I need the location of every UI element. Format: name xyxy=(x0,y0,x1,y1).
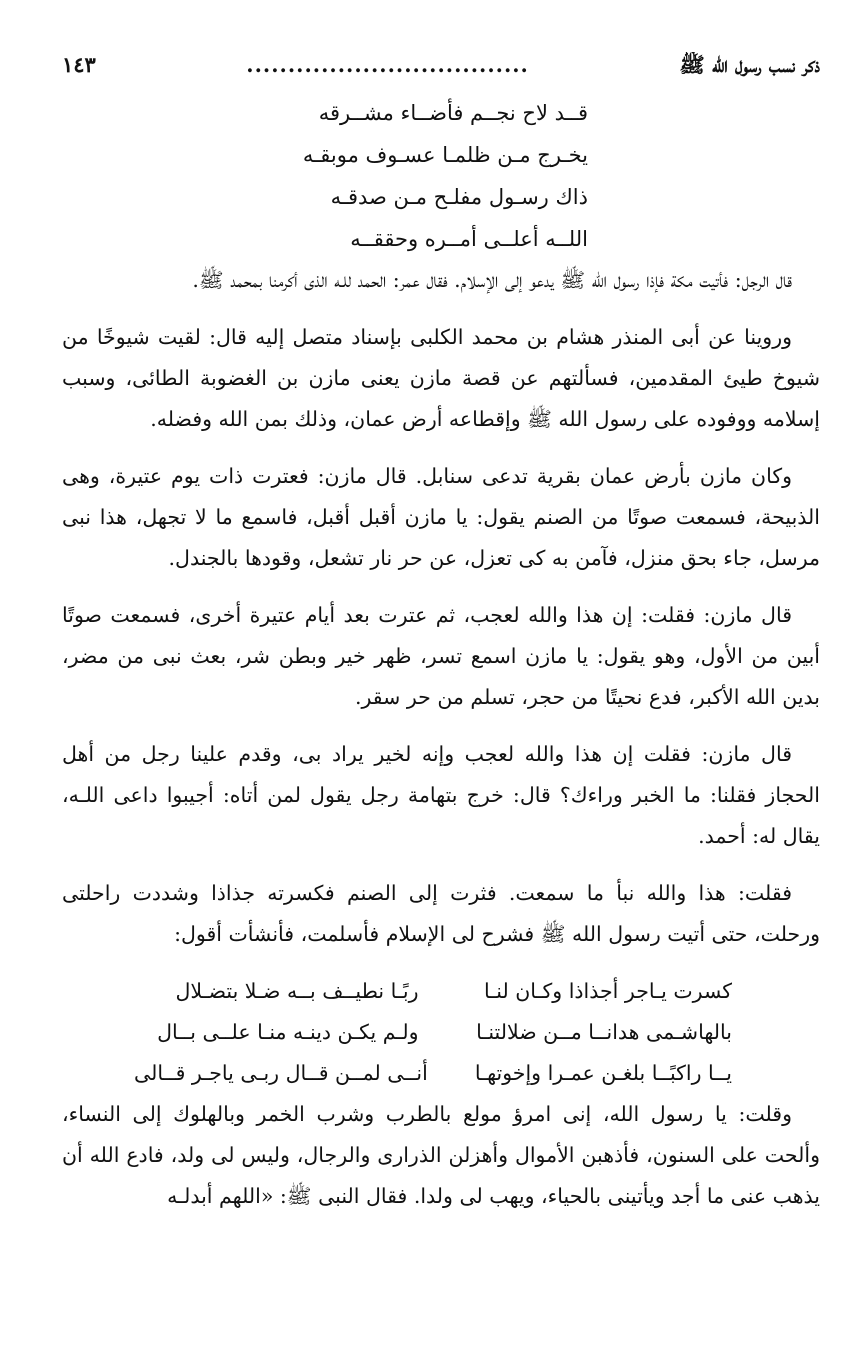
verse-block-pairs xyxy=(134,971,732,1094)
running-header xyxy=(62,52,820,92)
header-title: ذكر نسب رسول الله ﷺ xyxy=(679,52,820,77)
verse-hemistich-second: أنــى لمــن قــال ربـى ياجـر قــالى xyxy=(134,1061,428,1085)
verse-line: قــد لاح نجــم فأضــاء مشــرقه xyxy=(318,101,588,125)
verse-line: ذاك رسـول مفلـح مـن صدقـه xyxy=(330,185,588,209)
paragraph: وكان مازن بأرض عمان بقرية تدعى سنابل. قال مازن: فعترت ذات يوم عتيرة، وهى الذبيحة، فسمعت صوتًا من الصنم يقول: يا مازن أقبل أقبل، فاسمع ما لا تجهل، هذا نبى مرسل، جاء بحق منزل، فآمن به كى تعزل، عن حر نار تشعل، وقودها بالجندل. xyxy=(62,464,820,570)
paragraph-last: وقلت: يا رسول الله، إنى امرؤ مولع بالطرب وشرب الخمر وبالهلوك إلى النساء، وألحت على السنون، فأذهبن الأموال وأهزلن الذرارى والرجال، وليس لى ولد، فادع الله أن يذهب عنى ما أجد ويأتينى بالحياء، ويهب لى ولدا. فقال النبى ﷺ: «اللهم أبدلـه xyxy=(62,1102,820,1208)
verse-pair xyxy=(134,1053,732,1094)
verse-hemistich-second: ربًـا نطيــف بــه ضـلا بتضـلال xyxy=(175,979,419,1003)
verse-pair xyxy=(134,971,732,1012)
paragraph: قال الرجل: فأتيت مكة فإذا رسول الله ﷺ يدعو إلى الإسلام. فقال عمر: الحمد للـه الذى أكرمنا بمحمد ﷺ. xyxy=(192,268,792,292)
verse-hemistich-first: كسرت يـاجر أجذاذا وكـان لنـا xyxy=(484,979,732,1003)
verse-line: يخـرج مـن ظلمـا عسـوف موبقـه xyxy=(302,143,588,167)
verse-line: اللــه أعلــى أمــره وحققــه xyxy=(350,227,588,251)
paragraph: قال مازن: فقلت إن هذا والله لعجب وإنه لخير يراد بى، وقدم علينا رجل من أهل الحجاز فقلنا: ما الخبر وراءك؟ قال: خرج بتهامة رجل يقول لمن أتاه: أجيبوا داعى اللـه، يقال له: أحمد. xyxy=(62,742,820,848)
verse-hemistich-second: ولـم يكـن دينـه منـا علــى بــال xyxy=(157,1020,419,1044)
paragraph: قال مازن: فقلت: إن هذا والله لعجب، ثم عترت بعد أيام عتيرة أخرى، فسمعت صوتًا أبين من الأول، وهو يقول: يا مازن اسمع تسر، ظهر خير وبطن شر، بعث نبى من مضر، بدين الله الأكبر، فدع نحيتًا من حجر، تسلم من حر سقر. xyxy=(62,603,820,709)
paragraph: فقلت: هذا والله نبأ ما سمعت. فثرت إلى الصنم فكسرته جذاذا وشددت راحلتى ورحلت، حتى أتيت رسول الله ﷺ فشرح لى الإسلام فأسلمت، فأنشأت أقول: xyxy=(62,881,820,946)
header-leader-dots: .................................. xyxy=(246,52,529,77)
verse-hemistich-first: يــا راكبًــا بلغـن عمـرا وإخوتهـا xyxy=(474,1061,732,1085)
verse-block-top xyxy=(62,92,588,260)
verse-hemistich-first: بالهاشـمى هدانــا مــن ضلالتنـا xyxy=(476,1020,732,1044)
page-number: ١٤٣ xyxy=(62,52,96,77)
verse-pair xyxy=(134,1012,732,1053)
paragraph: وروينا عن أبى المنذر هشام بن محمد الكلبى بإسناد متصل إليه قال: لقيت شيوخًا من شيوخ طيئ المقدمين، فسألتهم عن قصة مازن يعنى مازن بن الغضوبة الطائى، وسبب إسلامه ووفوده على رسول الله ﷺ وإقطاعه أرض عمان، وذلك بمن الله وفضله. xyxy=(62,325,820,431)
